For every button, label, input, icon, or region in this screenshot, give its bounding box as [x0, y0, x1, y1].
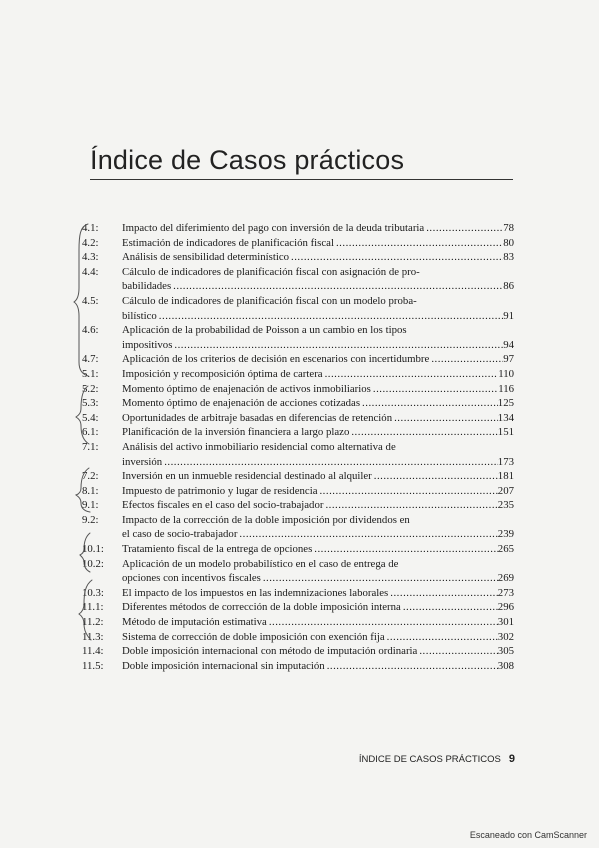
dot-leader [388, 586, 498, 601]
toc-entry-number: 5.3: [82, 397, 99, 410]
toc-entry [82, 294, 514, 323]
toc-entry-number: 4.2: [82, 236, 99, 249]
toc-entry-leader-line [122, 484, 514, 499]
toc-entry-leader-line [122, 600, 514, 615]
toc-entry-title-line: Estimación de indicadores de planificación fiscal [122, 236, 334, 249]
toc-entry-leader-line [122, 338, 514, 353]
toc-entry-title-line: bilístico [122, 309, 157, 322]
toc-entry-number: 11.5: [82, 659, 104, 672]
toc-entry-title-line: Cálculo de indicadores de planificación fiscal con asignación de pro- [122, 265, 420, 278]
dot-leader [162, 455, 498, 470]
toc-entry-title-line: impositivos [122, 338, 173, 351]
toc-entry-page: 296 [497, 601, 514, 614]
toc-entry-number: 5.1: [82, 367, 99, 380]
toc-entry-title-line: el caso de socio-trabajador [122, 528, 238, 541]
toc-entry-leader-line [122, 469, 514, 484]
dot-leader [371, 382, 498, 397]
toc-entry [82, 250, 514, 265]
toc-entry-number: 11.2: [82, 616, 104, 629]
toc-entry-page: 78 [503, 222, 514, 234]
toc-entry-title-line: Inversión en un inmueble residencial destinado al alquiler [122, 470, 372, 483]
toc-entry-title-line: Cálculo de indicadores de planificación fiscal con un modelo proba- [122, 294, 417, 307]
toc-entry-body [122, 469, 514, 484]
toc-entry-title-line: Momento óptimo de enajenación de activos inmobiliarios [122, 382, 371, 395]
toc-entry-page: 273 [497, 586, 514, 599]
toc-entry [82, 557, 514, 586]
toc-entry-leader-line [122, 367, 514, 382]
toc-entry-title-line: Aplicación de la probabilidad de Poisson a un cambio en los tipos [122, 324, 407, 337]
toc-entry-body [122, 630, 514, 645]
toc-entry [82, 367, 514, 382]
toc-entry-number: 4.5: [82, 294, 99, 307]
toc-entry-leader-line [122, 425, 514, 440]
toc-entry-page: 173 [497, 455, 514, 468]
toc-entry-number: 9.2: [82, 513, 99, 526]
toc-entry-title-line: Impuesto de patrimonio y lugar de residencia [122, 484, 318, 497]
dot-leader [317, 484, 497, 499]
toc-entry-body [122, 659, 514, 674]
dot-leader [372, 469, 498, 484]
toc-entry-title-line: Oportunidades de arbitraje basadas en diferencias de retención [122, 411, 393, 424]
toc-entry-title-line: Doble imposición internacional con método de imputación ordinaria [122, 645, 418, 658]
toc-entry-body [122, 250, 514, 265]
toc-entry-leader-line [122, 498, 514, 513]
toc-entry [82, 221, 514, 236]
toc-entry-page: 235 [497, 499, 514, 512]
toc-entry-body [122, 615, 514, 630]
toc-entry [82, 644, 514, 659]
toc-entry-body [122, 542, 514, 557]
dot-leader [171, 279, 503, 294]
toc-entry [82, 600, 514, 615]
toc-entry [82, 484, 514, 499]
toc-entry-body [122, 484, 514, 499]
dot-leader [392, 411, 498, 426]
toc-entry-title-line: Análisis de sensibilidad determinístico [122, 251, 290, 264]
dot-leader [385, 630, 498, 645]
toc-entry [82, 396, 514, 411]
toc-entry-number: 9.1: [82, 499, 99, 512]
dot-leader [401, 600, 498, 615]
toc-entry-body [122, 440, 514, 469]
toc-entry [82, 542, 514, 557]
toc-entry-body [122, 265, 514, 294]
toc-entry [82, 440, 514, 469]
toc-entry-title-line: Sistema de corrección de doble imposición con exención fija [122, 630, 385, 643]
toc-entry-leader-line [122, 615, 514, 630]
toc-entry-title-line: Efectos fiscales en el caso del socio-trabajador [122, 499, 324, 512]
dot-leader [172, 338, 503, 353]
dot-leader [417, 644, 497, 659]
toc-entry-page: 301 [497, 616, 514, 629]
toc-entry-page: 97 [503, 353, 514, 366]
toc-entry-page: 302 [497, 630, 514, 643]
toc-entry-number: 10.3: [82, 586, 104, 599]
toc-entry-leader-line [122, 352, 514, 367]
dot-leader [360, 396, 498, 411]
toc-entry-leader-line [122, 455, 514, 470]
toc-entry-number: 11.4: [82, 645, 104, 658]
toc-entry-title-line: Análisis del activo inmobiliario residencial como alternativa de [122, 440, 396, 453]
title-rule [90, 179, 513, 180]
footer-label: ÍNDICE DE CASOS PRÁCTICOS [358, 754, 501, 765]
toc-entry-number: 11.3: [82, 630, 104, 643]
toc-entry-body [122, 411, 514, 426]
toc-entry-number: 6.1: [82, 426, 99, 439]
page-title: Índice de Casos prácticos [90, 145, 405, 175]
toc-entry-page: 265 [497, 543, 514, 556]
toc-entry-leader-line [122, 279, 514, 294]
toc-entry-page: 80 [503, 236, 514, 249]
toc-entry-title-line: Imposición y recomposición óptima de cartera [122, 367, 323, 380]
dot-leader [267, 615, 498, 630]
toc-entry-leader-line [122, 250, 514, 265]
dot-leader [349, 425, 497, 440]
toc-entry-body [122, 396, 514, 411]
toc-entry [82, 382, 514, 397]
toc-entry-body [122, 425, 514, 440]
toc-entry-title-line: inversión [122, 455, 163, 468]
toc-entry-body [122, 352, 514, 367]
toc-entry-title-line: Planificación de la inversión financiera a largo plazo [122, 426, 350, 439]
toc-entry-leader-line [122, 659, 514, 674]
toc-entry-body [122, 586, 514, 601]
toc-entry-body [122, 600, 514, 615]
dot-leader [334, 236, 503, 251]
toc-entry-number: 4.4: [82, 265, 99, 278]
toc-entry-leader-line [122, 221, 514, 236]
toc-entry-number: 8.1: [82, 484, 99, 497]
toc-entry [82, 659, 514, 674]
toc-entry-page: 83 [503, 251, 514, 264]
toc-entry-number: 4.1: [82, 222, 99, 234]
toc-entry [82, 586, 514, 601]
toc-entry-title-line: Impacto de la corrección de la doble imposición por dividendos en [122, 513, 410, 526]
dot-leader [312, 542, 498, 557]
dot-leader [289, 250, 503, 265]
toc-entry-page: 110 [498, 367, 514, 380]
toc-entry-leader-line [122, 542, 514, 557]
toc-entry-page: 269 [497, 572, 514, 585]
toc-entry [82, 236, 514, 251]
toc-entry-leader-line [122, 571, 514, 586]
toc-entry-body [122, 221, 514, 236]
toc-entry-leader-line [122, 586, 514, 601]
scanner-stamp: Escaneado con CamScanner [469, 830, 587, 840]
toc-entry-title-line: Método de imputación estimativa [122, 616, 267, 629]
toc-entry-number: 11.1: [82, 601, 104, 614]
toc-entry-number: 4.6: [82, 324, 99, 337]
toc-entry [82, 425, 514, 440]
toc-entry-page: 181 [497, 470, 514, 483]
toc-entry-body [122, 294, 514, 323]
toc-entry-page: 207 [497, 484, 514, 497]
dot-leader [325, 659, 498, 674]
toc-entry [82, 630, 514, 645]
toc-entry-body [122, 367, 514, 382]
toc-entry-page: 86 [503, 280, 514, 293]
toc-entry-page: 308 [497, 659, 514, 672]
page-footer [350, 753, 515, 765]
toc-entry-leader-line [122, 411, 514, 426]
dot-leader [429, 352, 503, 367]
toc-entry-page: 239 [497, 528, 514, 541]
toc-entry-body [122, 557, 514, 586]
toc-entry-number: 5.2: [82, 382, 99, 395]
toc-entry [82, 411, 514, 426]
toc-entry-number: 4.7: [82, 353, 99, 366]
toc-entry-title-line: babilidades [122, 280, 172, 293]
toc-entry-title-line: Doble imposición internacional sin imputación [122, 659, 325, 672]
toc-entry-page: 116 [498, 382, 514, 395]
toc-entry-body [122, 513, 514, 542]
toc-entry-body [122, 644, 514, 659]
toc-entry-title-line: Aplicación de un modelo probabilístico en el caso de entrega de [122, 557, 399, 570]
toc-entry [82, 615, 514, 630]
toc-entry [82, 513, 514, 542]
dot-leader [157, 309, 503, 324]
toc-entry-title-line: Tratamiento fiscal de la entrega de opciones [122, 543, 313, 556]
toc-entry [82, 265, 514, 294]
toc-entry-body [122, 382, 514, 397]
dot-leader [424, 221, 503, 236]
toc-entry-page: 94 [503, 338, 514, 351]
toc-entry-leader-line [122, 309, 514, 324]
toc-entry-leader-line [122, 382, 514, 397]
toc-entry [82, 352, 514, 367]
toc-entry-title-line: Diferentes métodos de corrección de la doble imposición interna [122, 601, 401, 614]
toc-entry-leader-line [122, 236, 514, 251]
toc-entry-body [122, 323, 514, 352]
dot-leader [323, 498, 497, 513]
toc-entry-page: 125 [497, 397, 514, 410]
toc-entry-page: 305 [497, 645, 514, 658]
toc-entry-number: 4.3: [82, 251, 99, 264]
toc-entry-body [122, 498, 514, 513]
toc-entry-leader-line [122, 396, 514, 411]
toc-entry-title-line: Impacto del diferimiento del pago con inversión de la deuda tributaria [122, 222, 425, 234]
toc-entry-leader-line [122, 630, 514, 645]
toc-entry-title-line: opciones con incentivos fiscales [122, 572, 261, 585]
toc-entry-number: 10.1: [82, 543, 104, 556]
toc-entry-title-line: El impacto de los impuestos en las indemnizaciones laborales [122, 586, 389, 599]
toc-entry-number: 7.1: [82, 440, 99, 453]
toc-entry-body [122, 236, 514, 251]
toc-entry-number: 5.4: [82, 411, 99, 424]
toc-entry-leader-line [122, 527, 514, 542]
toc-entry-leader-line [122, 644, 514, 659]
toc-entry-title-line: Aplicación de los criterios de decisión en escenarios con incertidumbre [122, 353, 430, 366]
footer-page-number: 9 [508, 753, 515, 765]
toc-list [82, 221, 514, 673]
toc-entry-page: 134 [497, 411, 514, 424]
toc-entry [82, 469, 514, 484]
dot-leader [261, 571, 498, 586]
toc-entry-number: 10.2: [82, 557, 104, 570]
dot-leader [323, 367, 499, 382]
dot-leader [237, 527, 497, 542]
toc-entry [82, 498, 514, 513]
toc-entry-title-line: Momento óptimo de enajenación de acciones cotizadas [122, 397, 361, 410]
toc-entry-number: 7.2: [82, 470, 99, 483]
toc-entry-page: 91 [503, 309, 514, 322]
toc-entry-page: 151 [497, 426, 514, 439]
toc-entry [82, 323, 514, 352]
